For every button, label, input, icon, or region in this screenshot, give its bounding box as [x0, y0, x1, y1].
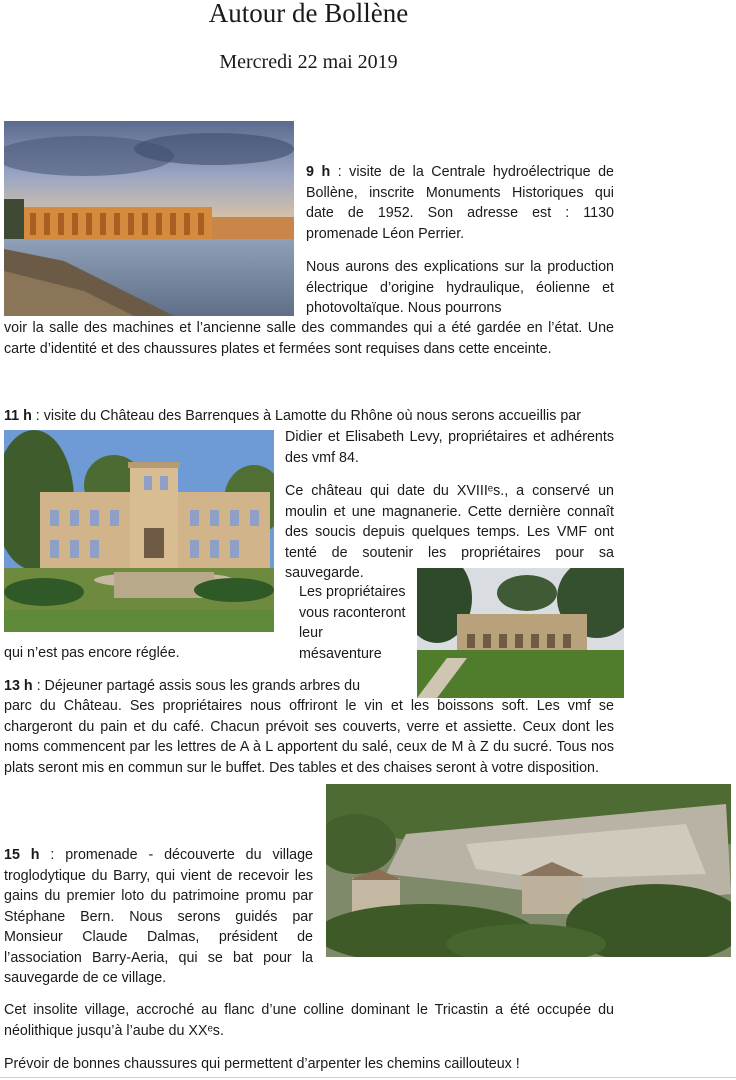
paragraph-9h-visit: voir la salle des machines et l’ancienne salle des commandes qui a été gardée en l’état. Une carte d’identité et des chaussures plates et fermées sont requises dans cette enceinte. [4, 320, 614, 357]
paragraph-11h-unresolved: qui n’est pas encore réglée. [4, 645, 180, 661]
paragraph-11h-owners: Les propriétaires vous raconteront leur mésaventure [299, 584, 406, 662]
paragraph-15h-village: Cet insolite village, accroché au flanc d’une colline dominant le Tricastin a été occupée du néolithique jusqu’à l’aube du XXᵉs. [4, 1002, 614, 1039]
paragraph-13h-details: parc du Château. Ses propriétaires nous offriront le vin et les boissons soft. Les vmf se chargeront du pain et du café. Chacun prévoit ses couverts, verre et assiette. Ceux dont les noms commencent par les lettres de A à L apportent du salé, ceux de M à Z du sucré. Tous nos plats seront mis en commun sur le buffet. Des tables et des chaises seront à votre disposition. [4, 698, 614, 776]
footer-divider [0, 1077, 736, 1078]
paragraph-15h-shoes: Prévoir de bonnes chaussures qui permettent d’arpenter les chemins caillouteux ! [4, 1056, 520, 1072]
paragraph-15h-intro: 15 h : promenade - découverte du village troglodytique du Barry, qui vient de recevoir les gains du premier loto du patrimoine promu par Stéphane Bern. Nous serons guidés par Monsieur Claude Dalmas, président de l’association Barry-Aeria, qui se bat pour la sauvegarde de ce village. [4, 847, 313, 986]
paragraph-9h-explanations: Nous aurons des explications sur la production électrique d’origine hydraulique, éolienne et photovoltaïque. Nous pourrons [306, 259, 614, 316]
paragraph-11h-intro: 11 h : visite du Château des Barrenques à Lamotte du Rhône où nous serons accueillis par [4, 408, 582, 424]
magnanerie-photo [417, 568, 624, 698]
troglodyte-village-photo [326, 784, 731, 957]
paragraph-11h-history: Ce château qui date du XVIIIᵉs., a conservé un moulin et une magnanerie. Cette dernière connaît des soucis depuis quelques temps. Les VMF ont tenté de soutenir les propriétaires pour sa sauvegarde. [285, 483, 614, 581]
chateau-photo [4, 430, 274, 632]
paragraph-9h-intro: 9 h : visite de la Centrale hydroélectrique de Bollène, inscrite Monuments Historiques qui date de 1952. Son adresse est : 1130 promenade Léon Perrier. [306, 164, 614, 242]
hydroelectric-plant-photo [4, 121, 294, 316]
paragraph-13h-intro: 13 h : Déjeuner partagé assis sous les grands arbres du [4, 678, 361, 694]
paragraph-11h-hosts: Didier et Elisabeth Levy, propriétaires et adhérents des vmf 84. [285, 429, 614, 466]
document-date: Mercredi 22 mai 2019 [219, 51, 398, 73]
document-title: Autour de Bollène [208, 0, 409, 28]
